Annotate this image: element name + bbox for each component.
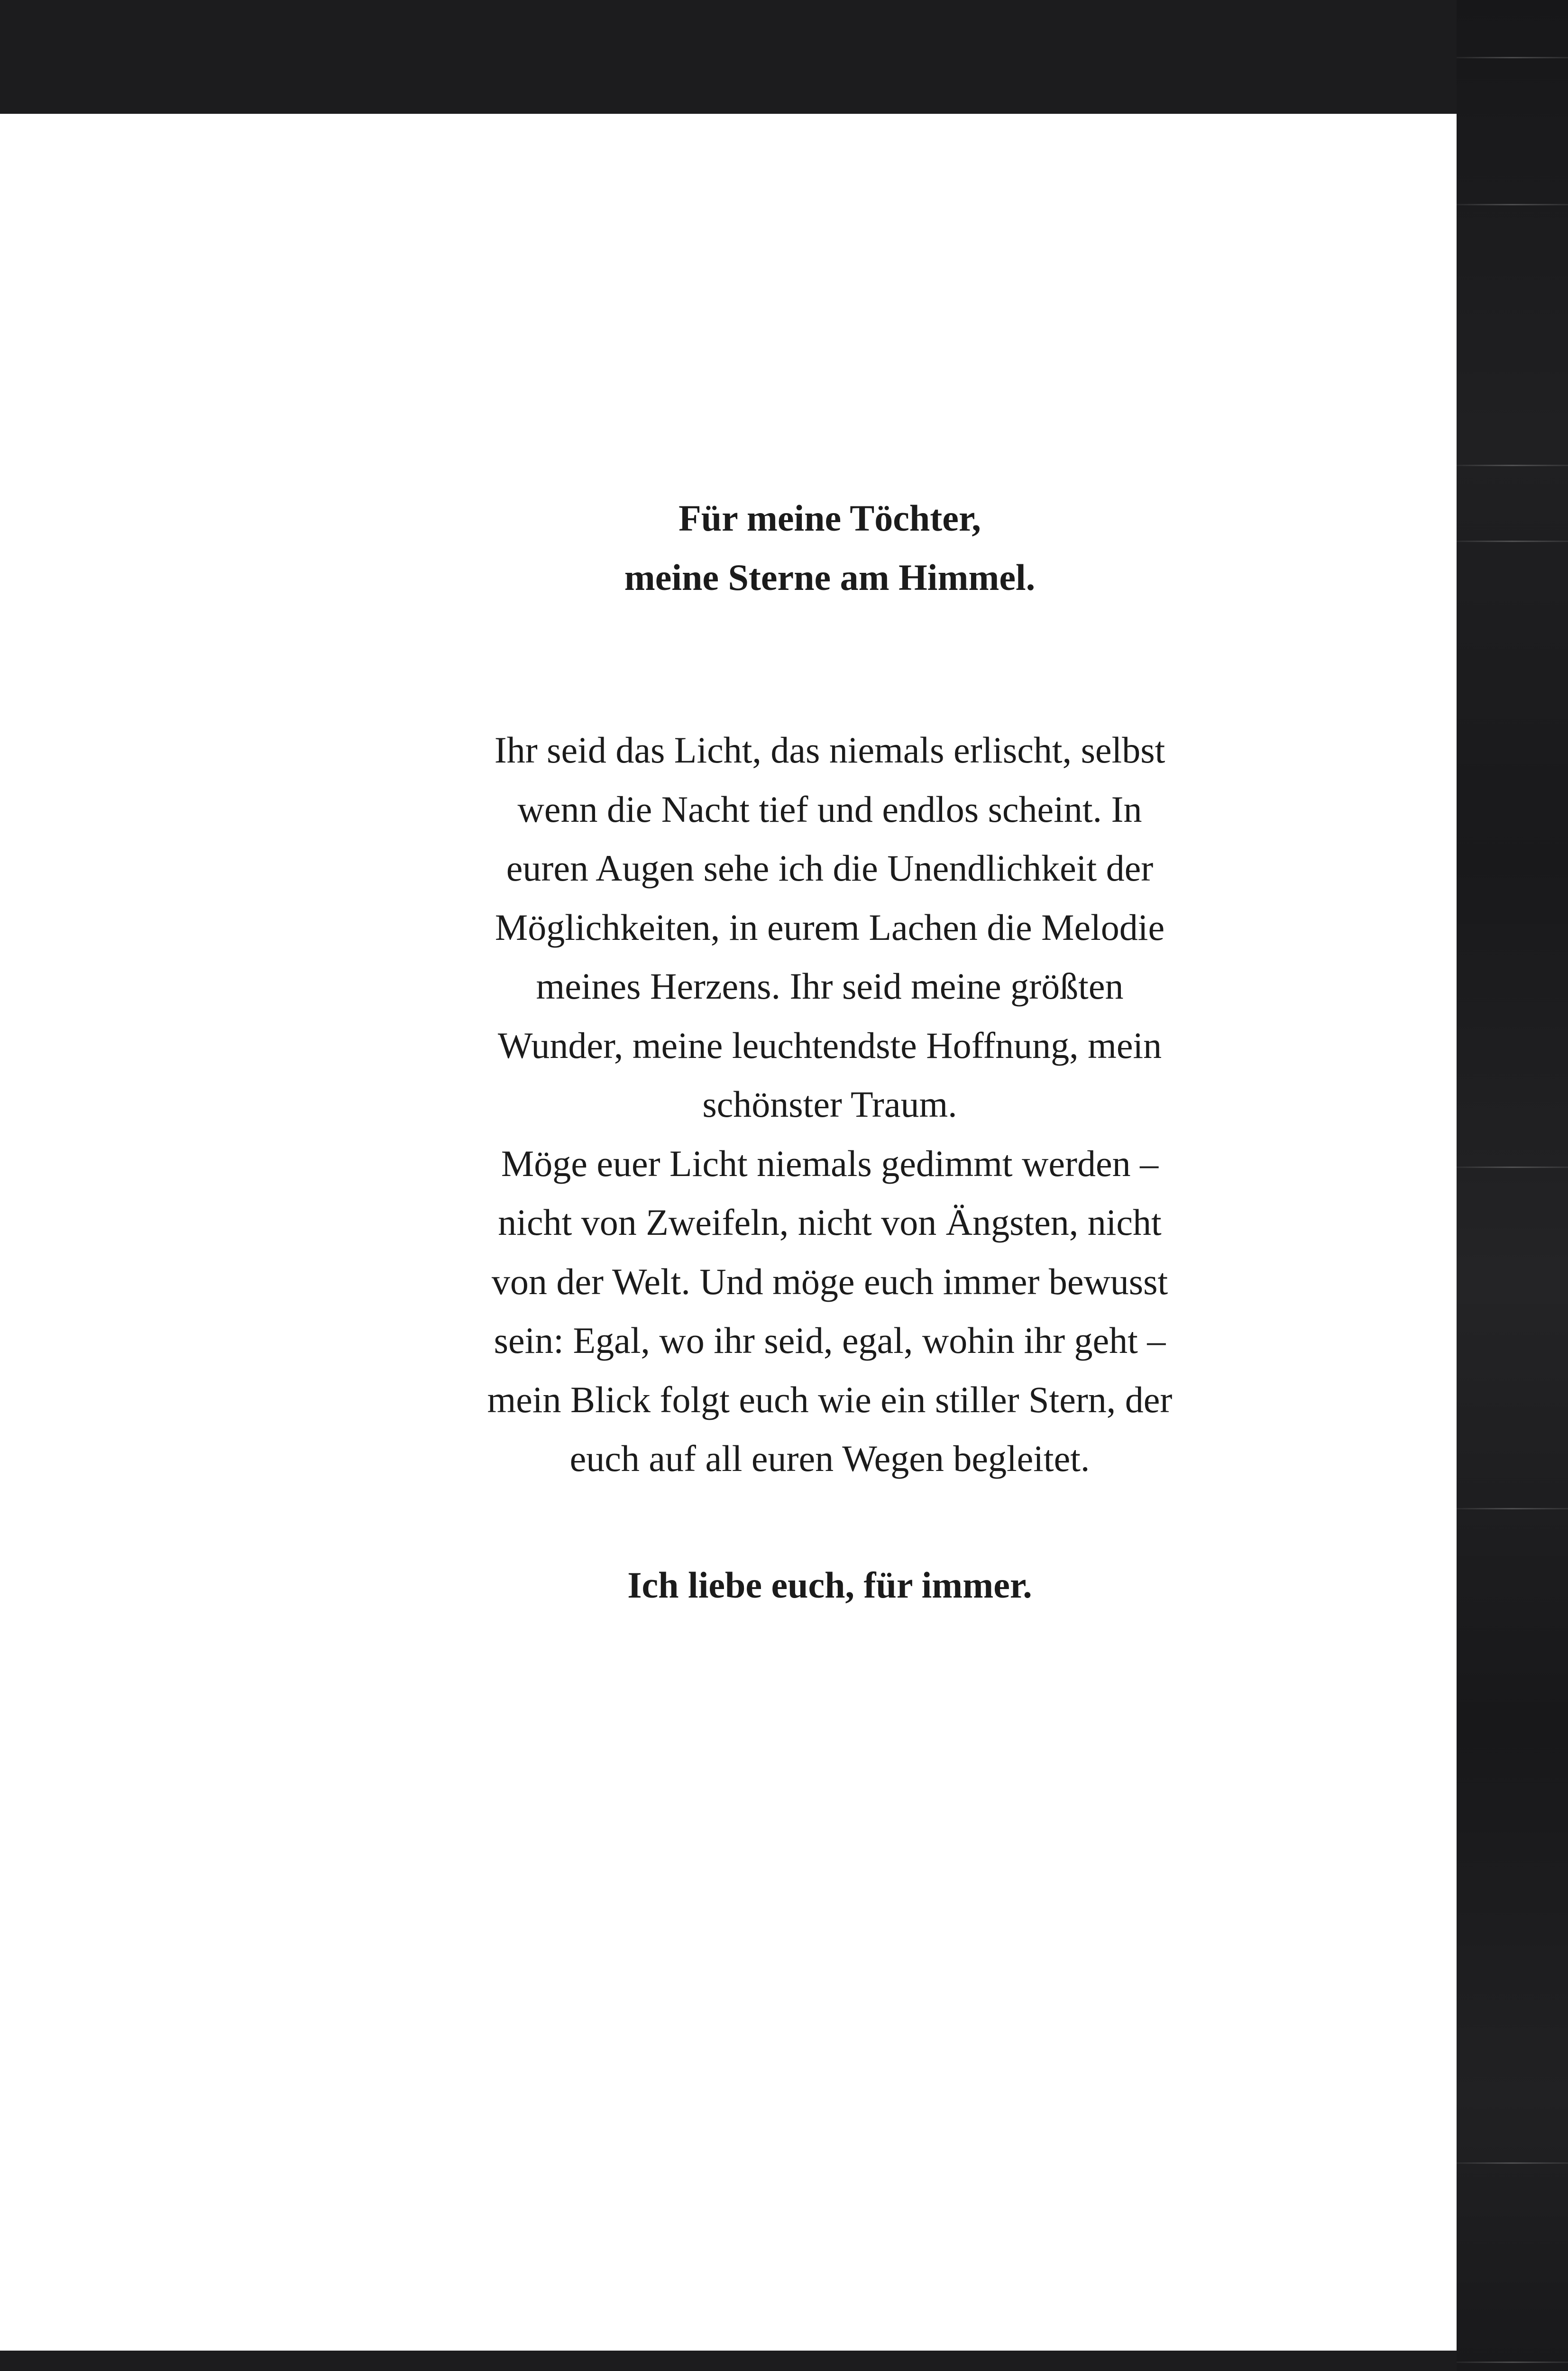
spine-streak [1457, 541, 1568, 542]
dedication-title-line: meine Sterne am Himmel. [624, 557, 1036, 598]
top-frame-band [0, 0, 1457, 114]
body-line: schönster Traum. [702, 1084, 957, 1125]
body-line: von der Welt. Und möge euch immer bewusst [491, 1260, 1168, 1302]
spine-streak [1457, 57, 1568, 58]
body-line: sein: Egal, wo ihr seid, egal, wohin ihr geht – [494, 1320, 1166, 1361]
body-line: nicht von Zweifeln, nicht von Ängsten, nicht [498, 1202, 1162, 1243]
spine-streak [1457, 204, 1568, 205]
book-spine-edge [1457, 0, 1568, 2371]
spine-streak [1457, 1508, 1568, 1509]
body-line: Möge euer Licht niemals gedimmt werden – [501, 1142, 1159, 1184]
dedication-title-line: Für meine Töchter, [679, 497, 981, 539]
dedication-closing: Ich liebe euch, für immer. [627, 1564, 1032, 1606]
body-line: Möglichkeiten, in eurem Lachen die Melodie [495, 906, 1165, 948]
body-line: Wunder, meine leuchtendste Hoffnung, mein [497, 1024, 1162, 1066]
body-line: Ihr seid das Licht, das niemals erlischt, selbst [494, 729, 1165, 771]
body-line: wenn die Nacht tief und endlos scheint. In [517, 788, 1142, 830]
spine-streak [1457, 1167, 1568, 1168]
spine-streak [1457, 2162, 1568, 2164]
dedication-title [417, 488, 1242, 607]
body-line: euch auf all euren Wegen begleitet. [569, 1438, 1090, 1479]
spine-streak [1457, 465, 1568, 466]
dedication-body [417, 721, 1242, 1489]
bottom-frame-band [0, 2351, 1457, 2371]
body-line: mein Blick folgt euch wie ein stiller Stern, der [487, 1378, 1173, 1420]
body-line: meines Herzens. Ihr seid meine größten [536, 965, 1124, 1007]
book-page [0, 114, 1457, 2351]
body-line: euren Augen sehe ich die Unendlichkeit der [506, 847, 1154, 889]
spine-streak [1457, 2362, 1568, 2363]
